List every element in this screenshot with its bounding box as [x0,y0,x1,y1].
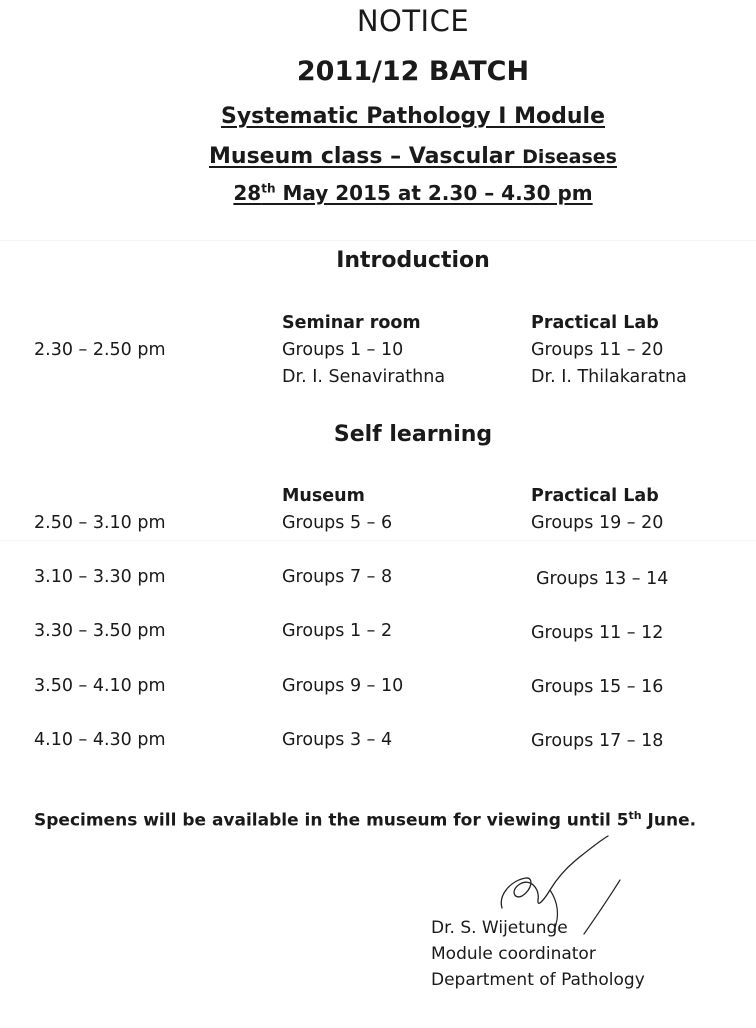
row-lab: Groups 15 – 16 [531,677,664,697]
class-title [0,144,756,169]
row-museum: Groups 5 – 6 [282,513,393,533]
intro-right-venue: Practical Lab [531,313,659,333]
specimens-note [34,809,696,831]
row-lab: Groups 17 – 18 [531,731,664,751]
specimens-note-end: June. [641,810,697,831]
intro-left-groups: Groups 1 – 10 [282,340,404,360]
row-museum: Groups 3 – 4 [282,730,393,750]
module-title-text: Systematic Pathology I Module [220,104,606,129]
row-time: 4.10 – 4.30 pm [34,730,166,750]
row-time: 3.10 – 3.30 pm [34,567,166,587]
specimens-note-text: Specimens will be available in the museum for viewing until 5 [34,810,629,831]
intro-left-venue: Seminar room [282,313,421,333]
self-learning-col-lab: Practical Lab [531,486,659,506]
row-museum: Groups 7 – 8 [282,567,393,587]
specimens-note-sup: th [628,809,642,822]
row-time: 3.30 – 3.50 pm [34,621,166,641]
row-museum: Groups 9 – 10 [282,676,404,696]
class-title-small: Diseases [522,146,617,168]
date-line-text [233,181,592,205]
row-lab: Groups 19 – 20 [531,513,664,533]
date-day: 28 [233,181,262,205]
row-time: 3.50 – 4.10 pm [34,676,166,696]
paper-fold [0,240,756,241]
signatory-name: Dr. S. Wijetunge [431,918,568,938]
date-line [0,181,756,205]
intro-time: 2.30 – 2.50 pm [34,340,166,360]
signatory-role: Module coordinator [431,944,596,964]
self-learning-col-museum: Museum [282,486,365,506]
module-title [0,104,756,129]
paper-fold [0,540,756,541]
row-museum: Groups 1 – 2 [282,621,393,641]
date-rest: May 2015 at 2.30 – 4.30 pm [282,181,593,205]
notice-title: NOTICE [356,4,470,38]
row-lab: Groups 11 – 12 [531,623,664,643]
class-title-main: Museum class – Vascular [209,144,515,169]
intro-left-person: Dr. I. Senavirathna [282,367,446,387]
signatory-department: Department of Pathology [431,970,645,990]
row-lab: Groups 13 – 14 [536,569,669,589]
class-title-text [209,144,617,169]
date-sup: th [261,181,276,196]
row-time: 2.50 – 3.10 pm [34,513,166,533]
intro-right-groups: Groups 11 – 20 [531,340,664,360]
intro-right-person: Dr. I. Thilakaratna [531,367,687,387]
introduction-heading: Introduction [336,248,490,273]
self-learning-heading: Self learning [333,422,493,447]
batch-title: 2011/12 BATCH [296,56,530,87]
